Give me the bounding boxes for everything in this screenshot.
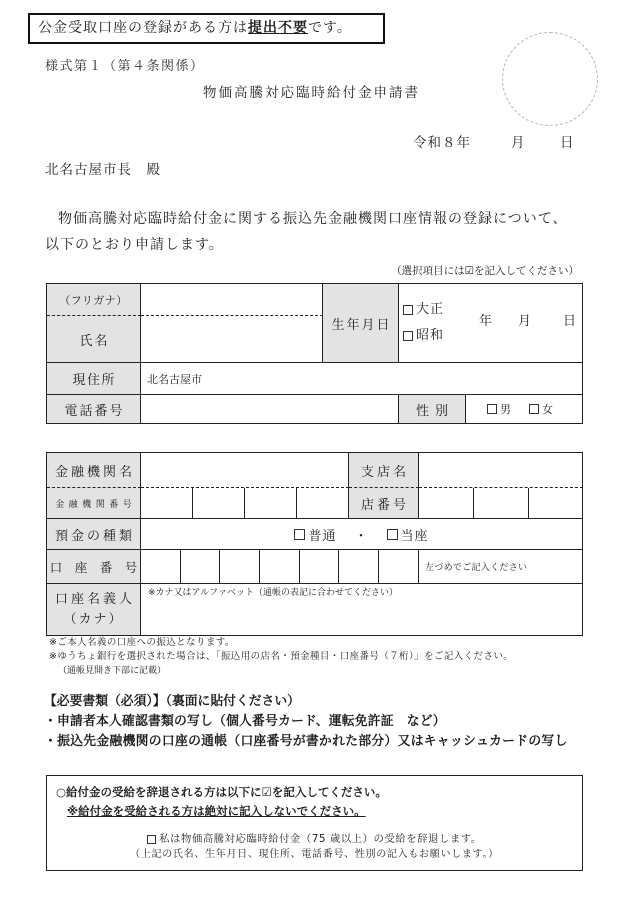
checkbox-ordinary[interactable]	[294, 529, 305, 540]
gender-label: 性別	[415, 403, 454, 419]
form-number: 様式第１（第４条関係）	[45, 59, 205, 74]
birthdate-field	[399, 284, 583, 363]
date-era-year: 令和８年	[413, 135, 471, 151]
checkbox-female[interactable]	[529, 404, 539, 414]
account-holder-kana-label: （カナ）	[63, 611, 124, 627]
notice-box	[28, 13, 385, 44]
era-showa-label: 昭和	[416, 328, 445, 343]
branch-name-field[interactable]	[419, 453, 583, 488]
checkbox-current[interactable]	[387, 529, 398, 540]
name-field[interactable]	[141, 316, 323, 363]
gender-field	[466, 395, 583, 424]
account-holder-field[interactable]	[141, 584, 583, 636]
gender-option-male	[487, 401, 511, 417]
bank-code-digit-4[interactable]	[297, 488, 349, 519]
gender-male-label: 男	[500, 403, 511, 416]
birth-day-unit: 日	[563, 314, 577, 329]
account-digit-7[interactable]	[379, 550, 419, 584]
address-label-cell	[47, 363, 141, 395]
branch-code-digit-2[interactable]	[474, 488, 529, 519]
checkbox-male[interactable]	[487, 404, 497, 414]
account-number-note: 左づめでご記入ください	[425, 563, 528, 573]
branch-code-digit-3[interactable]	[529, 488, 583, 519]
checkbox-decline[interactable]	[147, 835, 156, 844]
account-digit-1[interactable]	[141, 550, 181, 584]
intro-line1: 物価高騰対応臨時給付金に関する振込先金融機関口座情報の登録について、	[58, 211, 568, 227]
decline-option	[47, 832, 582, 846]
account-digit-3[interactable]	[220, 550, 260, 584]
gender-option-female	[529, 401, 553, 417]
deposit-type-label-cell	[47, 519, 141, 550]
decline-sub-note: （上記の氏名、生年月日、現住所、電話番号、性別の記入もお願いします。）	[130, 849, 499, 860]
applicant-table	[46, 283, 583, 424]
required-doc-item: ・申請者本人確認書類の写し（個人番号カード、運転免許証 など）	[44, 714, 446, 729]
note-item: （通帳見開き下部に記載）	[58, 666, 167, 676]
account-digit-5[interactable]	[300, 550, 339, 584]
phone-label: 電話番号	[64, 403, 125, 419]
deposit-current-label: 当座	[400, 528, 429, 544]
address-value: 北名古屋市	[147, 372, 202, 386]
note-item: ※ご本人名義の口座への振込となります。	[49, 637, 235, 648]
page-title: 物価高騰対応臨時給付金申請書	[203, 85, 420, 101]
account-holder-note: ※カナ又はアルファベット（通帳の表記に合わせてください）	[148, 588, 399, 598]
address-label: 現住所	[72, 373, 116, 388]
gender-female-label: 女	[542, 403, 553, 416]
name-label-cell	[47, 316, 141, 363]
checkbox-showa[interactable]	[403, 331, 413, 341]
account-digit-2[interactable]	[181, 550, 220, 584]
account-holder-label: 口座名義人	[54, 591, 135, 607]
bank-code-digit-2[interactable]	[193, 488, 245, 519]
notice-text-after: です。	[308, 20, 352, 36]
intro-line2: 以下のとおり申請します。	[45, 237, 224, 253]
account-number-note-cell	[419, 550, 583, 584]
phone-label-cell	[47, 395, 141, 424]
bank-table	[46, 452, 583, 636]
decline-instruction: ○給付金の受給を辞退される方は以下に☑を記入してください。	[56, 785, 387, 799]
decline-box	[46, 775, 583, 871]
decline-warning: ※給付金を受給される方は絶対に記入しないでください。	[67, 804, 366, 818]
bank-code-digit-3[interactable]	[245, 488, 297, 519]
stamp-circle	[502, 32, 598, 126]
account-holder-label-cell	[47, 584, 141, 636]
bank-name-field[interactable]	[141, 453, 349, 488]
account-digit-6[interactable]	[339, 550, 379, 584]
birthdate-label: 生年月日	[331, 317, 392, 333]
notice-text-before: 公金受取口座の登録がある方は	[38, 20, 248, 36]
branch-code-label-cell	[349, 488, 419, 519]
branch-code-digit-1[interactable]	[419, 488, 474, 519]
date-day: 日	[560, 135, 574, 151]
furigana-field[interactable]	[141, 284, 323, 316]
birthdate-label-cell	[323, 284, 399, 363]
deposit-type-field	[141, 519, 583, 550]
notice-emphasis: 提出不要	[248, 20, 308, 36]
era-option-showa	[403, 328, 444, 344]
required-docs-heading: 【必要書類（必須）】（裏面に貼付ください）	[44, 694, 300, 709]
deposit-option-current	[387, 525, 429, 544]
bank-code-label: 金融機関番号	[55, 499, 137, 510]
era-option-taisho	[403, 302, 444, 318]
note-item: ※ゆうちょ銀行を選択された場合は、「振込用の店名・預金種目・口座番号（７桁）」をご記入ください。	[49, 651, 514, 662]
deposit-separator: ・	[354, 528, 369, 544]
required-doc-item: ・振込先金融機関の口座の通帳（口座番号が書かれた部分）又はキャッシュカードの写し	[44, 734, 568, 749]
account-digit-4[interactable]	[260, 550, 300, 584]
birth-year-unit: 年	[479, 314, 493, 329]
branch-name-label-cell	[349, 453, 419, 488]
select-instruction: （選択項目には☑を記入してください）	[391, 265, 579, 277]
phone-field[interactable]	[141, 395, 399, 424]
bank-code-label-cell	[47, 488, 141, 519]
deposit-option-ordinary	[294, 525, 336, 544]
decline-checkbox-label: 私は物価高騰対応臨時給付金（75 歳以上）の受給を辞退します。	[159, 833, 482, 845]
address-field[interactable]	[141, 363, 583, 395]
furigana-label: （フリガナ）	[59, 293, 128, 307]
bank-code-digit-1[interactable]	[141, 488, 193, 519]
bank-name-label-cell	[47, 453, 141, 488]
addressee: 北名古屋市長 殿	[45, 162, 161, 178]
account-number-label: 口 座 番 号	[49, 559, 138, 575]
era-taisho-label: 大正	[416, 302, 445, 317]
name-label: 氏名	[79, 333, 110, 349]
checkbox-taisho[interactable]	[403, 305, 413, 315]
branch-name-label: 支店名	[360, 464, 409, 480]
deposit-type-label: 預金の種類	[54, 528, 135, 544]
birth-month-unit: 月	[518, 314, 532, 329]
furigana-label-cell	[47, 284, 141, 316]
date-month: 月	[511, 135, 525, 151]
account-number-label-cell	[47, 550, 141, 584]
branch-code-label: 店番号	[360, 497, 409, 513]
deposit-ordinary-label: 普通	[308, 528, 337, 544]
gender-label-cell	[399, 395, 466, 424]
bank-name-label: 金融機関名	[54, 464, 135, 480]
